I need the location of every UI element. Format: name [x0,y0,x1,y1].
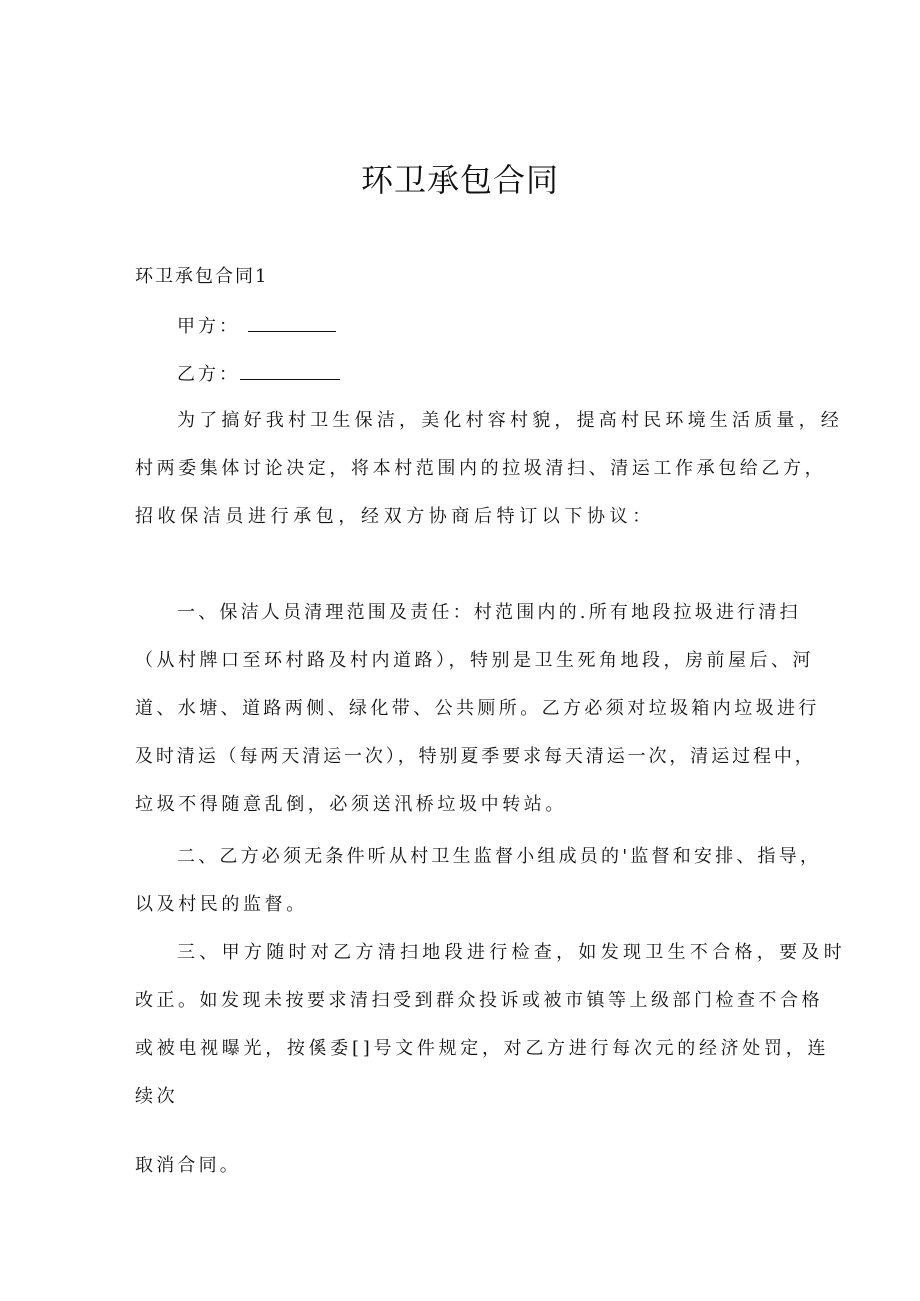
clause-3-line: 改正。如发现未按要求清扫受到群众投诉或被市镇等上级部门检查不合格 [135,990,823,1011]
party-b-label: 乙方： [177,364,240,385]
closing-line: 取消合同。 [135,1155,241,1176]
clause-2-line: 二、乙方必须无条件听从村卫生监督小组成员的'监督和安排、指导， [177,846,822,867]
clause-1-line: 一、保洁人员清理范围及责任：村范围内的.所有地段拉圾进行清扫 [177,602,801,623]
intro-line: 村两委集体讨论决定，将本村范围内的拉圾清扫、清运工作承包给乙方， [135,458,827,479]
clause-1-line: 垃圾不得随意乱倒，必须送汛桥垃圾中转站。 [135,794,567,815]
party-b-blank [240,361,340,380]
party-a-row [177,313,336,339]
intro-line: 为了搞好我村卫生保洁，美化村容村貌，提高村民环境生活质量，经 [177,410,843,431]
party-a-label: 甲方： [177,316,240,337]
party-b-row [177,361,340,387]
clause-3-line: 或被电视曝光，按傒委[]号文件规定，对乙方进行每次元的经济处罚，连 [135,1038,830,1059]
clause-3-line: 续次 [135,1086,179,1107]
clause-1-line: 道、水塘、道路两侧、绿化带、公共厕所。乙方必须对垃圾箱内垃圾进行 [135,698,820,719]
contract-subtitle: 环卫承包合同1 [135,266,269,287]
clause-2-line: 以及村民的监督。 [135,894,308,915]
clause-1-line: （从村牌口至环村路及村内道路），特别是卫生死角地段，房前屋后、河 [135,650,814,671]
intro-line: 招收保洁员进行承包，经双方协商后特订以下协议： [135,506,655,527]
clause-3-line: 三、甲方随时对乙方清扫地段进行检查，如发现卫生不合格，要及时 [177,942,846,963]
party-a-blank [248,313,336,332]
clause-1-line: 及时清运（每两天清运一次），特别夏季要求每天清运一次，清运过程中， [135,746,816,767]
document-title: 环卫承包合同 [360,161,559,199]
